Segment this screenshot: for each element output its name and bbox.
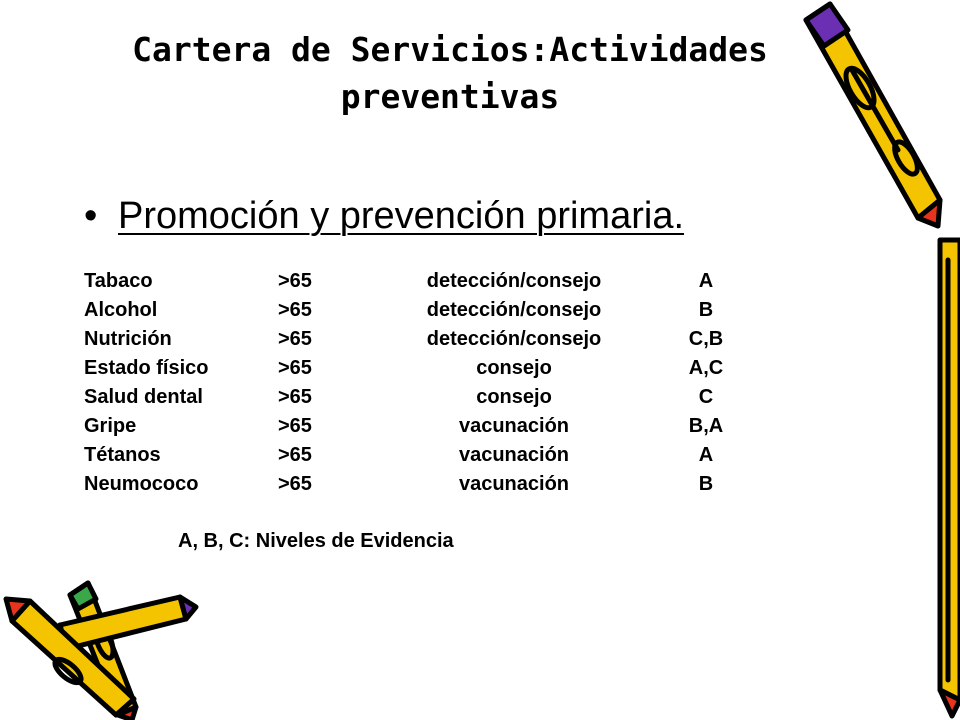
table-row — [84, 354, 784, 383]
row-age: >65 — [278, 415, 312, 437]
row-topic: Tétanos — [84, 444, 161, 466]
table-row — [84, 441, 784, 470]
row-level: A — [698, 444, 714, 466]
activities-table — [84, 267, 784, 499]
slide-title-line-1: Cartera de Servicios:Actividades — [132, 30, 768, 69]
row-level: B,A — [688, 415, 724, 437]
bullet-heading-text: Promoción y prevención primaria. — [118, 195, 685, 237]
table-row — [84, 470, 784, 499]
slide-title-line-2: preventivas — [340, 77, 560, 116]
table-row — [84, 267, 784, 296]
row-topic: Gripe — [84, 415, 137, 437]
row-age: >65 — [278, 270, 312, 292]
row-age: >65 — [278, 444, 312, 466]
row-age: >65 — [278, 328, 312, 350]
row-action: vacunación — [458, 415, 570, 437]
table-row — [84, 325, 784, 354]
bullet-marker: • — [84, 195, 98, 237]
table-row — [84, 383, 784, 412]
row-action: vacunación — [458, 473, 570, 495]
row-topic: Nutrición — [84, 328, 172, 350]
row-topic: Alcohol — [84, 299, 158, 321]
row-topic: Estado físico — [84, 357, 209, 379]
row-action: vacunación — [458, 444, 570, 466]
row-action: consejo — [476, 386, 552, 408]
evidence-legend: A, B, C: Niveles de Evidencia — [178, 530, 454, 552]
row-topic: Tabaco — [84, 270, 153, 292]
pencil-icon — [0, 575, 200, 720]
row-level: C,B — [688, 328, 724, 350]
row-age: >65 — [278, 299, 312, 321]
row-age: >65 — [278, 473, 312, 495]
row-action: detección/consejo — [426, 299, 602, 321]
row-action: detección/consejo — [426, 328, 602, 350]
table-row — [84, 412, 784, 441]
row-age: >65 — [278, 357, 312, 379]
row-level: B — [698, 473, 714, 495]
slide-title — [100, 26, 800, 120]
row-action: detección/consejo — [426, 270, 602, 292]
row-level: A,C — [688, 357, 724, 379]
pencil-icon — [790, 0, 960, 720]
row-topic: Salud dental — [84, 386, 203, 408]
row-action: consejo — [476, 357, 552, 379]
row-topic: Neumococo — [84, 473, 199, 495]
row-age: >65 — [278, 386, 312, 408]
table-row — [84, 296, 784, 325]
row-level: A — [698, 270, 714, 292]
row-level: C — [698, 386, 714, 408]
row-level: B — [698, 299, 714, 321]
